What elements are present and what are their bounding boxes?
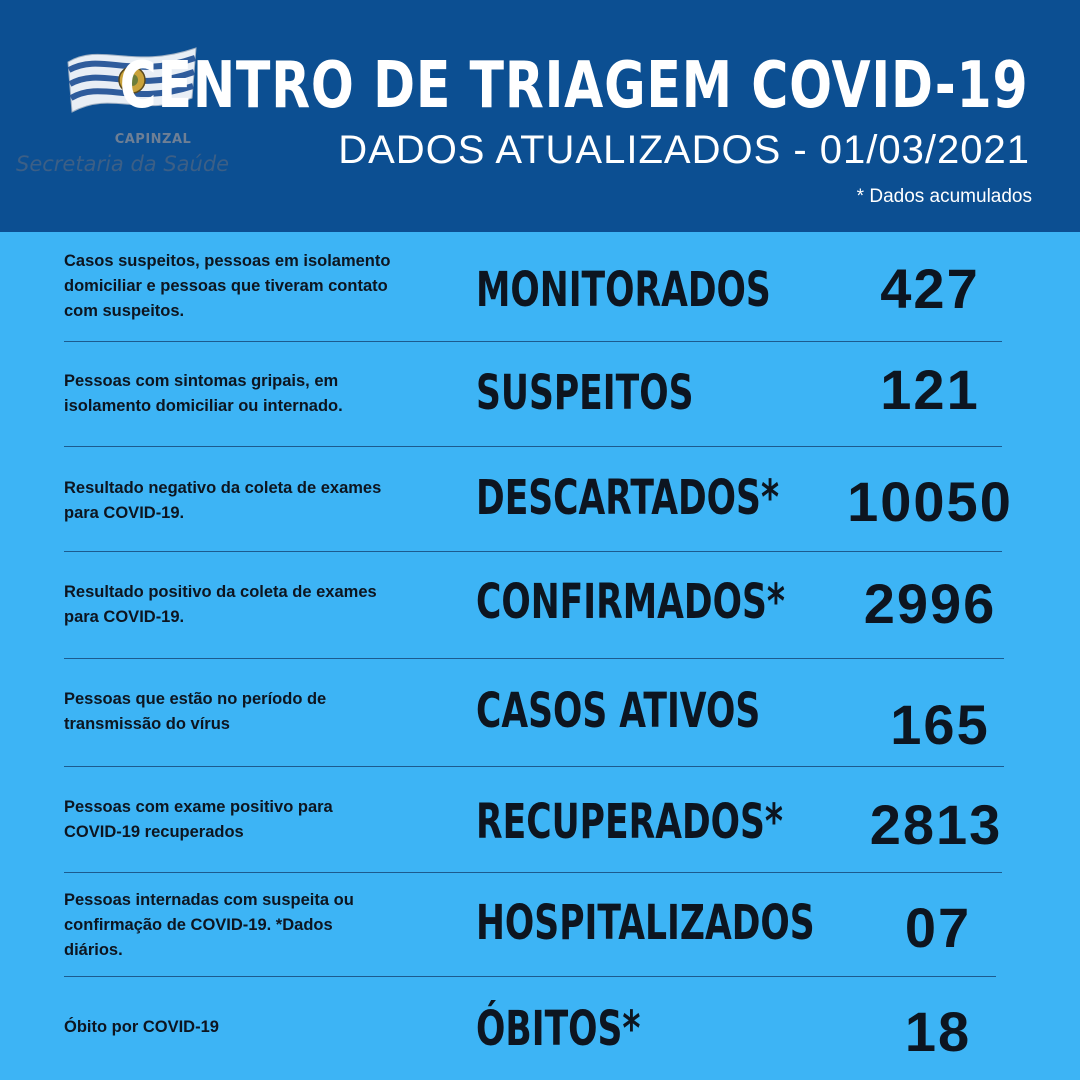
stat-description: Pessoas com exame positivo para COVID-19 recuperados <box>64 798 333 841</box>
divider <box>64 551 1002 552</box>
stat-label: RECUPERADOS* <box>476 794 783 850</box>
stat-description: Óbito por COVID-19 <box>64 1018 219 1036</box>
stat-value: 2996 <box>863 572 997 635</box>
stat-description: Resultado positivo da coleta de exames para COVID-19. <box>64 583 377 626</box>
stat-value: 121 <box>880 358 980 421</box>
stat-description: Resultado negativo da coleta de exames para COVID-19. <box>64 479 382 522</box>
stat-value: 165 <box>890 693 990 756</box>
page-title: CENTRO DE TRIAGEM COVID-19 <box>119 49 1028 123</box>
stat-label: SUSPEITOS <box>476 365 694 421</box>
divider <box>64 872 1002 873</box>
divider <box>64 341 1002 342</box>
stat-description: Pessoas com sintomas gripais, em isolamento domiciliar ou internado. <box>64 372 343 415</box>
stat-label: DESCARTADOS* <box>476 470 780 526</box>
stat-description: Casos suspeitos, pessoas em isolamento domiciliar e pessoas que tiveram contato com suspeitos. <box>64 252 391 320</box>
header-banner <box>0 0 1080 232</box>
logo-city-name: CAPINZAL <box>114 132 192 147</box>
stat-label: CONFIRMADOS* <box>476 574 785 630</box>
stat-description: Pessoas que estão no período de transmissão do vírus <box>64 690 327 733</box>
stat-value: 2813 <box>869 793 1003 856</box>
stat-description: Pessoas internadas com suspeita ou confirmação de COVID-19. *Dados diários. <box>64 891 354 959</box>
stat-value: 10050 <box>847 470 1013 533</box>
divider <box>64 446 1002 447</box>
stat-label: HOSPITALIZADOS <box>476 895 815 951</box>
stat-value: 07 <box>904 896 972 959</box>
divider <box>64 976 996 977</box>
stat-label: ÓBITOS* <box>476 1001 641 1057</box>
logo-department: Secretaria da Saúde <box>16 152 230 176</box>
stat-value: 427 <box>880 257 980 320</box>
stat-value: 18 <box>904 1000 972 1063</box>
divider <box>64 766 1004 767</box>
divider <box>64 658 1004 659</box>
page-subtitle: DADOS ATUALIZADOS - 01/03/2021 <box>338 128 1030 172</box>
stat-label: CASOS ATIVOS <box>476 683 761 739</box>
stat-label: MONITORADOS <box>476 262 771 318</box>
cumulative-note: * Dados acumulados <box>856 186 1032 207</box>
